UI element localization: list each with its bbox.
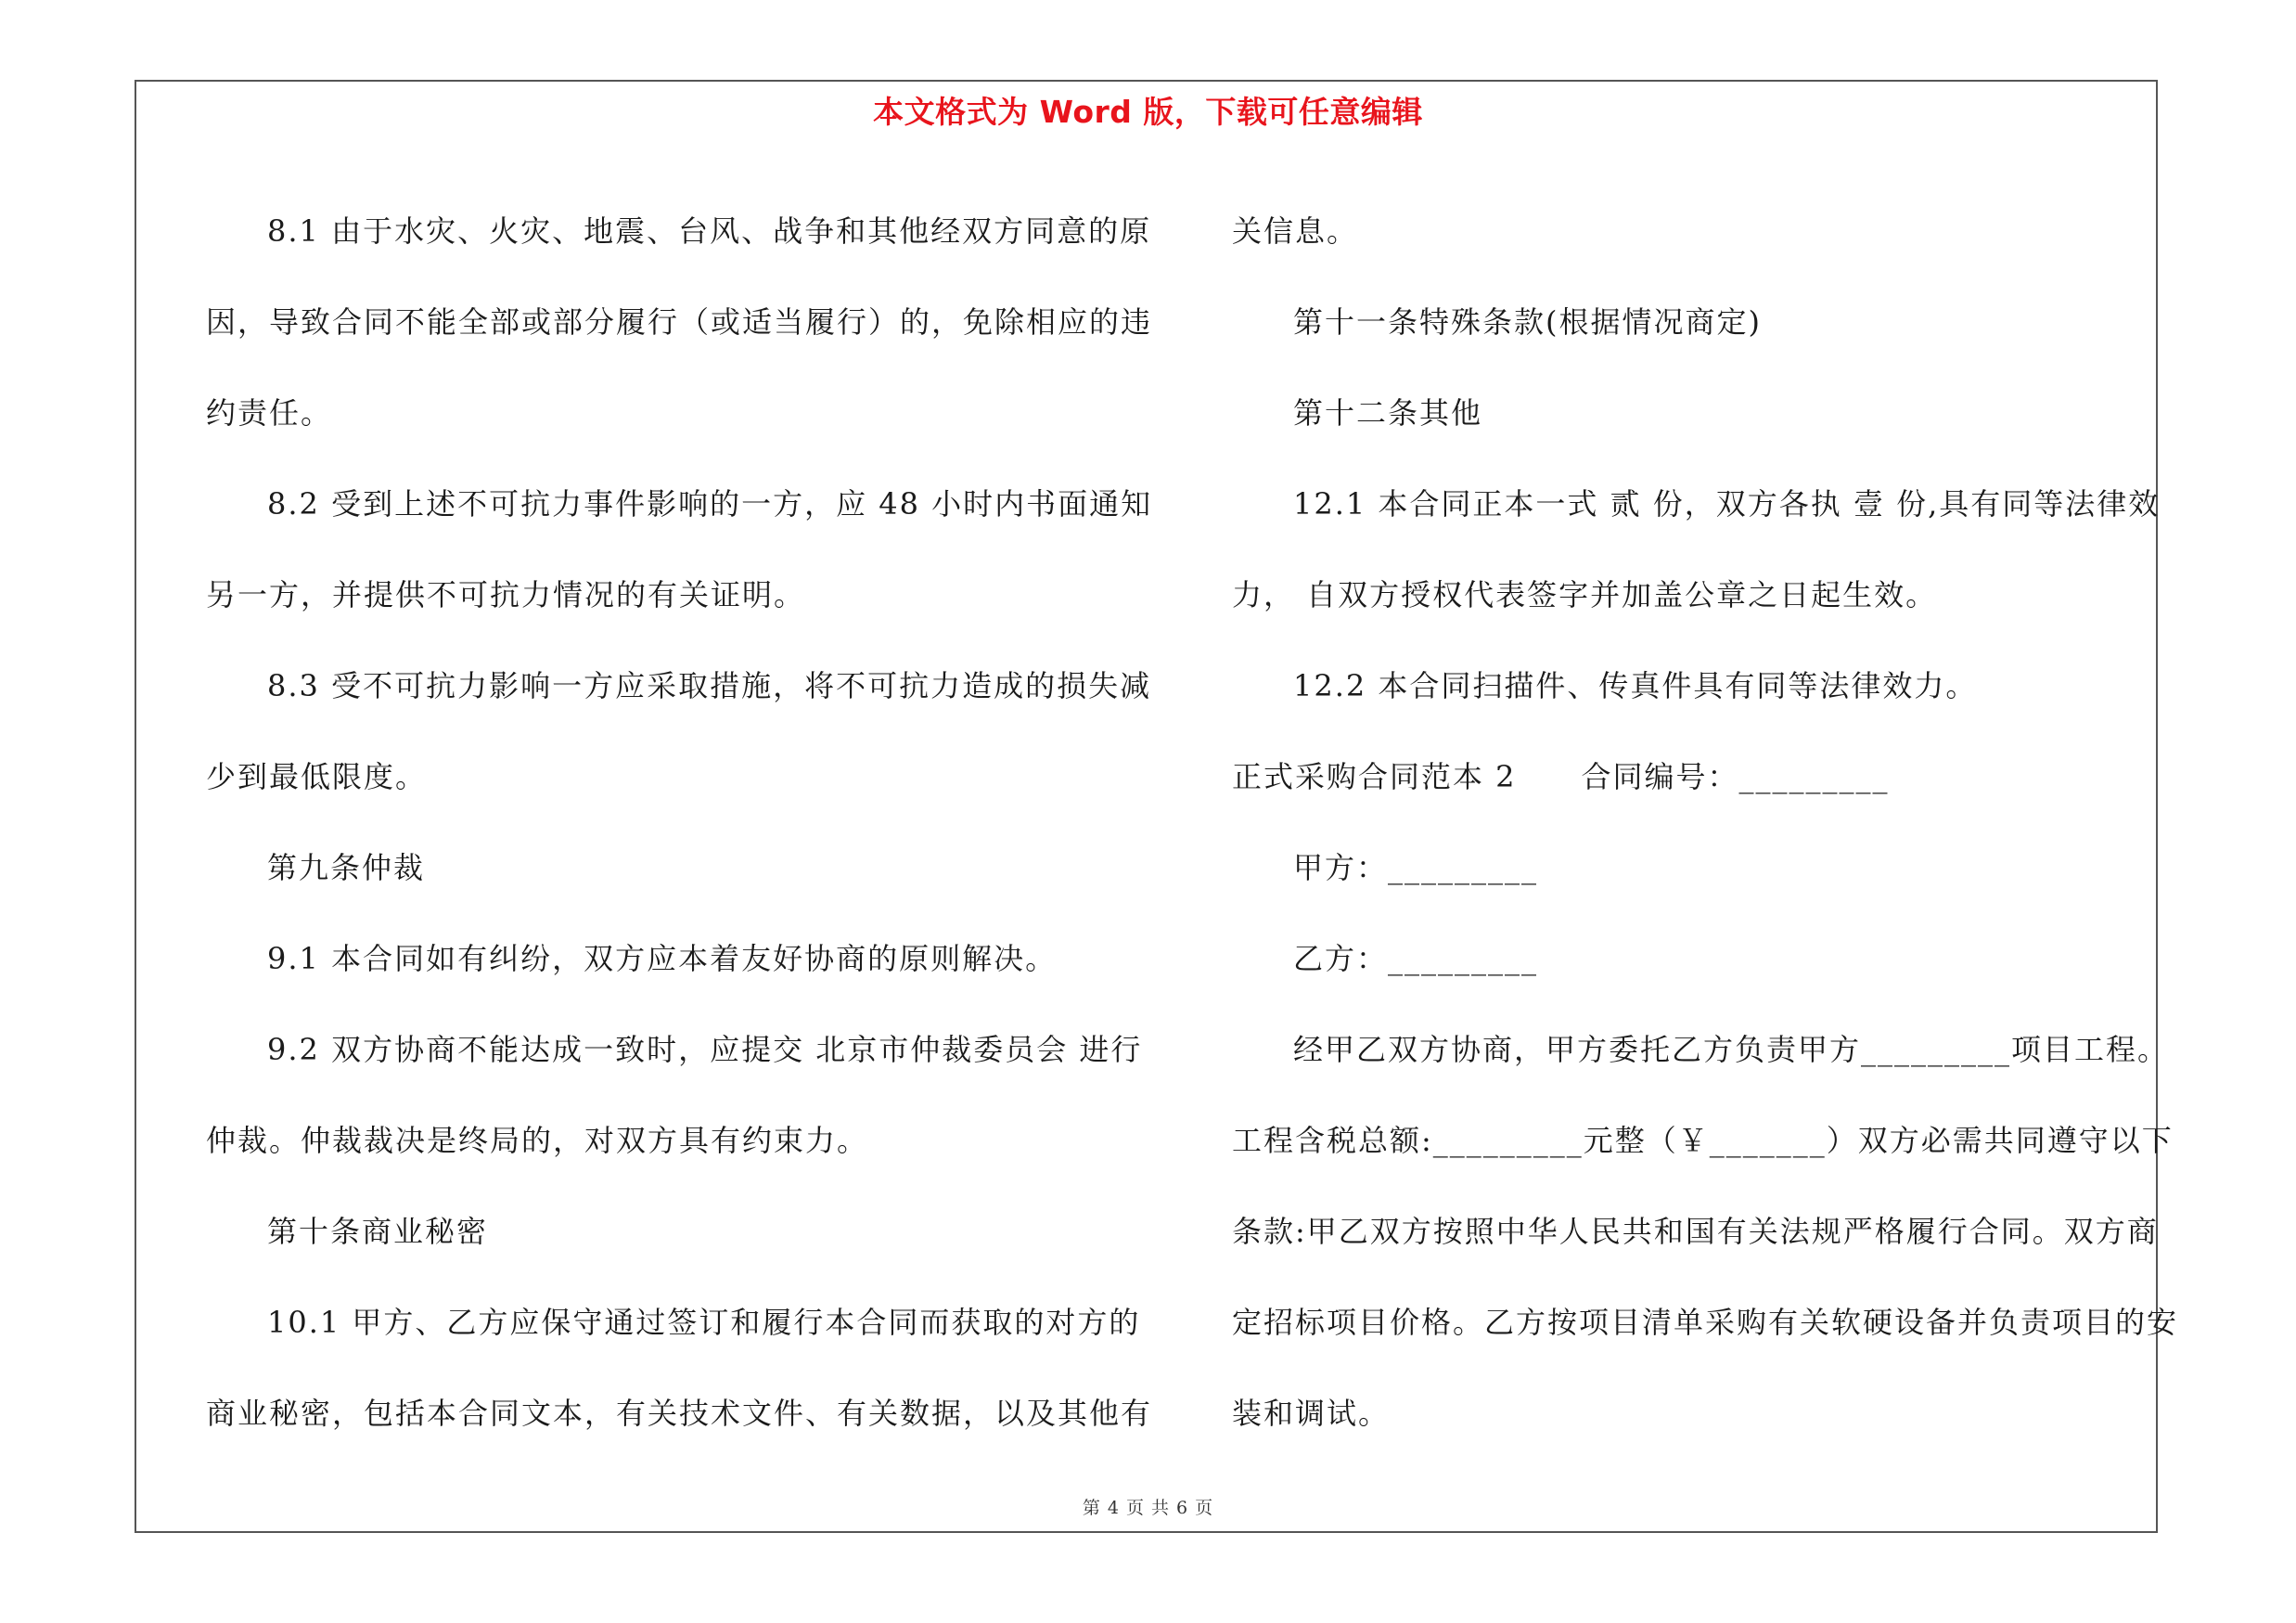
text-line: 9.2 双方协商不能达成一致时，应提交 北京市仲裁委员会 进行 <box>267 1032 1143 1067</box>
text-line: 经甲乙双方协商，甲方委托乙方负责甲方_________项目工程。 <box>1293 1032 2170 1067</box>
section-heading: 第十二条其他 <box>1293 395 1483 431</box>
text-line: 另一方，并提供不可抗力情况的有关证明。 <box>206 577 806 612</box>
text-line: 8.1 由于水灾、火灾、地震、台风、战争和其他经双方同意的原 <box>267 213 1152 249</box>
contract-number-field: 合同编号：_________ <box>1581 759 1890 794</box>
text-line: 关信息。 <box>1232 213 1359 249</box>
text-line: 10.1 甲方、乙方应保守通过签订和履行本合同而获取的对方的 <box>267 1305 1141 1340</box>
right-column <box>1232 186 2179 1459</box>
text-line: 仲裁。仲裁裁决是终局的，对双方具有约束力。 <box>206 1123 869 1158</box>
text-line: 9.1 本合同如有纠纷，双方应本着友好协商的原则解决。 <box>267 941 1058 976</box>
text-line: 8.3 受不可抗力影响一方应采取措施，将不可抗力造成的损失减 <box>267 668 1152 703</box>
text-line: 商业秘密，包括本合同文本，有关技术文件、有关数据，以及其他有 <box>206 1396 1153 1431</box>
section-heading: 第十条商业秘密 <box>267 1214 489 1249</box>
left-column <box>206 186 1153 1459</box>
contract-title-line <box>1232 731 2160 822</box>
section-heading: 第九条仲裁 <box>267 850 426 885</box>
page-indicator: 第 4 页 共 6 页 <box>1082 1498 1214 1518</box>
text-line: 12.2 本合同扫描件、传真件具有同等法律效力。 <box>1293 668 1978 703</box>
text-line: 8.2 受到上述不可抗力事件影响的一方，应 48 小时内书面通知 <box>267 486 1153 522</box>
text-line: 工程含税总额:_________元整（￥_______）双方必需共同遵守以下 <box>1232 1123 2174 1158</box>
text-line: 12.1 本合同正本一式 贰 份，双方各执 壹 份,具有同等法律效 <box>1293 486 2161 522</box>
text-line: 因，导致合同不能全部或部分履行（或适当履行）的，免除相应的违 <box>206 304 1153 340</box>
text-line: 力， 自双方授权代表签字并加盖公章之日起生效。 <box>1232 577 1938 612</box>
party-a-field: 甲方：_________ <box>1293 850 1539 885</box>
party-b-field: 乙方：_________ <box>1293 941 1539 976</box>
text-line: 约责任。 <box>206 395 333 431</box>
contract-template-title: 正式采购合同范本 2 <box>1232 759 1517 794</box>
text-line: 装和调试。 <box>1232 1396 1391 1431</box>
word-format-banner: 本文格式为 Word 版，下载可任意编辑 <box>873 94 1423 130</box>
text-line: 条款:甲乙双方按照中华人民共和国有关法规严格履行合同。双方商 <box>1232 1214 2159 1249</box>
section-heading: 第十一条特殊条款(根据情况商定) <box>1293 304 1762 340</box>
text-line: 少到最低限度。 <box>206 759 428 794</box>
text-line: 定招标项目价格。乙方按项目清单采购有关软硬设备并负责项目的安 <box>1232 1305 2179 1340</box>
